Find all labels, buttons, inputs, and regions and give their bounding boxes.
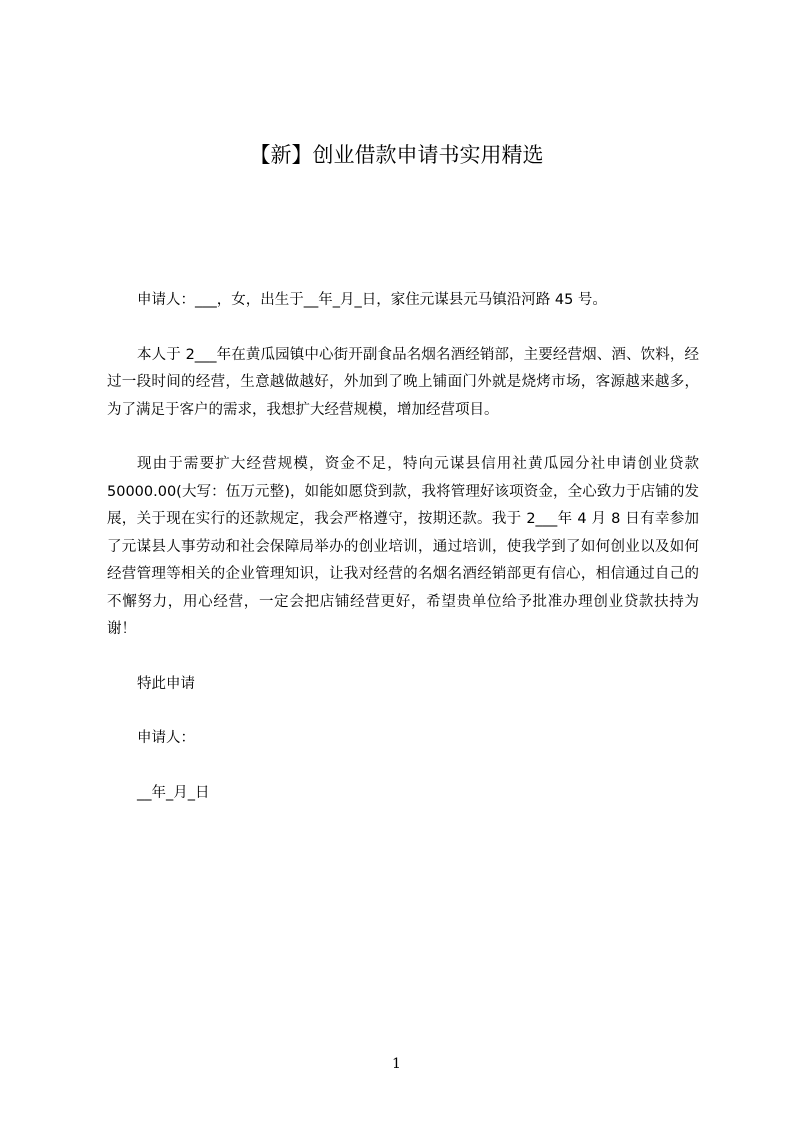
paragraph-spacer — [107, 315, 699, 342]
applicant-info-paragraph: 申请人：___，女，出生于__年_月_日，家住元谋县元马镇沿河路 45 号。 — [137, 292, 607, 308]
signature-label: 申请人： — [137, 730, 195, 746]
loan-request-paragraph: 现由于需要扩大经营规模，资金不足，特向元谋县信用社黄瓜园分社申请创业贷款 50000.00(大写：伍万元整)，如能如愿贷到款，我将管理好该项资金，全心致力于店铺的发展，关于现在实行的还款规定，我会严格遵守，按期还款。我于 2___年 4 月 8 日有幸参加了元谋县人事劳动和社会保障局举办的创业培训，通过培训，使我学到了如何创业以及如何经营管理等相关的企业管理知识，让我对经营的名烟名酒经销部更有信心，相信通过自己的不懈努力，用心经营，一定会把店铺经营更好，希望贵单位给予批准办理创业贷款扶持为谢！ — [107, 456, 699, 637]
page-number: 1 — [392, 1056, 401, 1072]
document-title: 【新】创业借款申请书实用精选 — [249, 143, 544, 167]
business-background-paragraph: 本人于 2___年在黄瓜园镇中心街开副食品名烟名酒经销部，主要经营烟、酒、饮料，经过一段时间的经营，生意越做越好，外加到了晚上铺面门外就是烧烤市场，客源越来越多，为了满足于客户的需求，我想扩大经营规模，增加经营项目。 — [107, 346, 699, 418]
paragraph-spacer — [107, 644, 699, 671]
paragraph-spacer — [107, 753, 699, 780]
document-body — [107, 287, 699, 807]
paragraph-spacer — [107, 698, 699, 725]
closing-text: 特此申请 — [137, 675, 195, 692]
paragraph-spacer — [107, 424, 699, 451]
date-line: __年_月_日 — [137, 784, 210, 801]
